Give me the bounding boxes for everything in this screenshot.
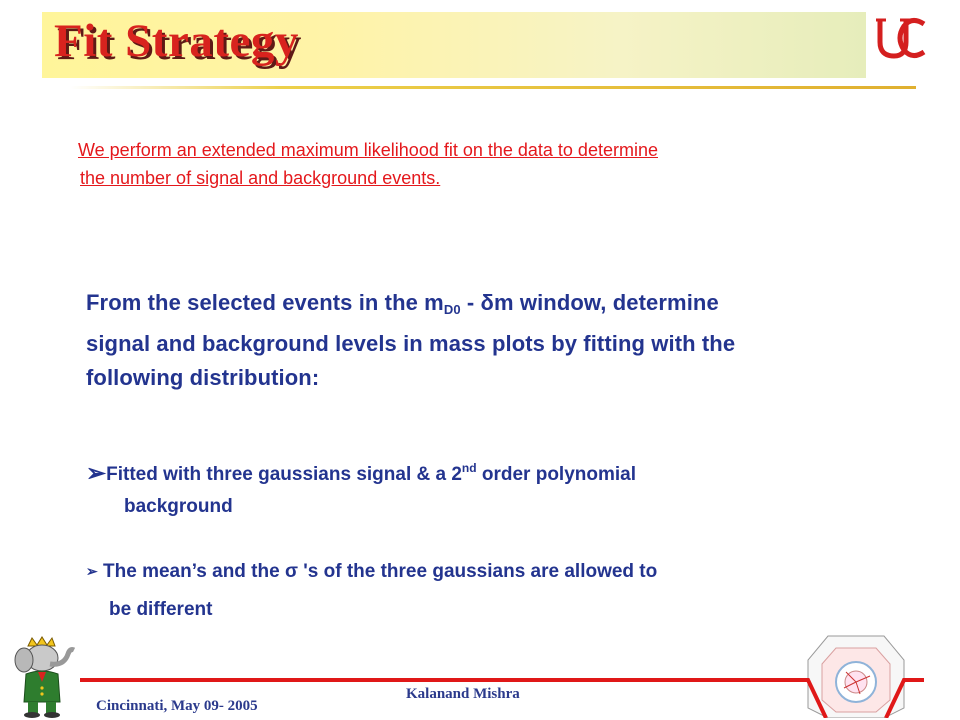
paragraph-line-2: signal and background levels in mass plots by fitting with the	[86, 331, 736, 356]
bullet-1-text-a: Fitted with three gaussians signal & a 2	[106, 464, 462, 485]
bullet-2-text: The mean’s and the σ 's of the three gaussians are allowed to	[103, 561, 658, 582]
bullet-1-line-1	[86, 452, 866, 491]
paragraph-line-1-a: From the selected events in the m	[86, 290, 444, 315]
slide-title: Fit Strategy	[54, 15, 299, 67]
elephant-mascot-icon	[10, 636, 82, 718]
uc-logo-icon	[874, 10, 930, 66]
paragraph-line-3: following distribution:	[86, 365, 320, 390]
delta-symbol: δ	[480, 290, 494, 315]
main-paragraph	[86, 286, 886, 395]
intro-line-1: We perform an extended maximum likelihood fit on the data to determine	[78, 140, 658, 160]
arrow-bullet-icon: ➢	[86, 460, 107, 487]
title-underline	[70, 86, 916, 89]
bullet-1	[86, 452, 866, 523]
intro-line-2: the number of signal and background events.	[80, 168, 441, 188]
arrow-bullet-icon: ➢	[86, 563, 98, 579]
bullet-2-line-1	[86, 552, 866, 591]
footer-line	[80, 678, 888, 682]
paragraph-line-1-c: m window, determine	[494, 290, 719, 315]
intro-text	[78, 136, 878, 192]
detector-diagram-icon	[786, 630, 932, 718]
bullet-1-text-b: order polynomial	[476, 464, 637, 485]
paragraph-line-1-b: -	[460, 290, 481, 315]
bullet-1-superscript: nd	[461, 461, 477, 475]
footer-location-date: Cincinnati, May 09- 2005	[96, 698, 258, 714]
bullet-1-line-2: background	[124, 496, 233, 517]
paragraph-subscript: D0	[443, 302, 461, 317]
paragraph-line-1	[86, 286, 886, 327]
footer-author: Kalanand Mishra	[406, 686, 520, 702]
bullet-2	[86, 552, 866, 629]
bullet-2-line-2: be different	[109, 599, 213, 620]
